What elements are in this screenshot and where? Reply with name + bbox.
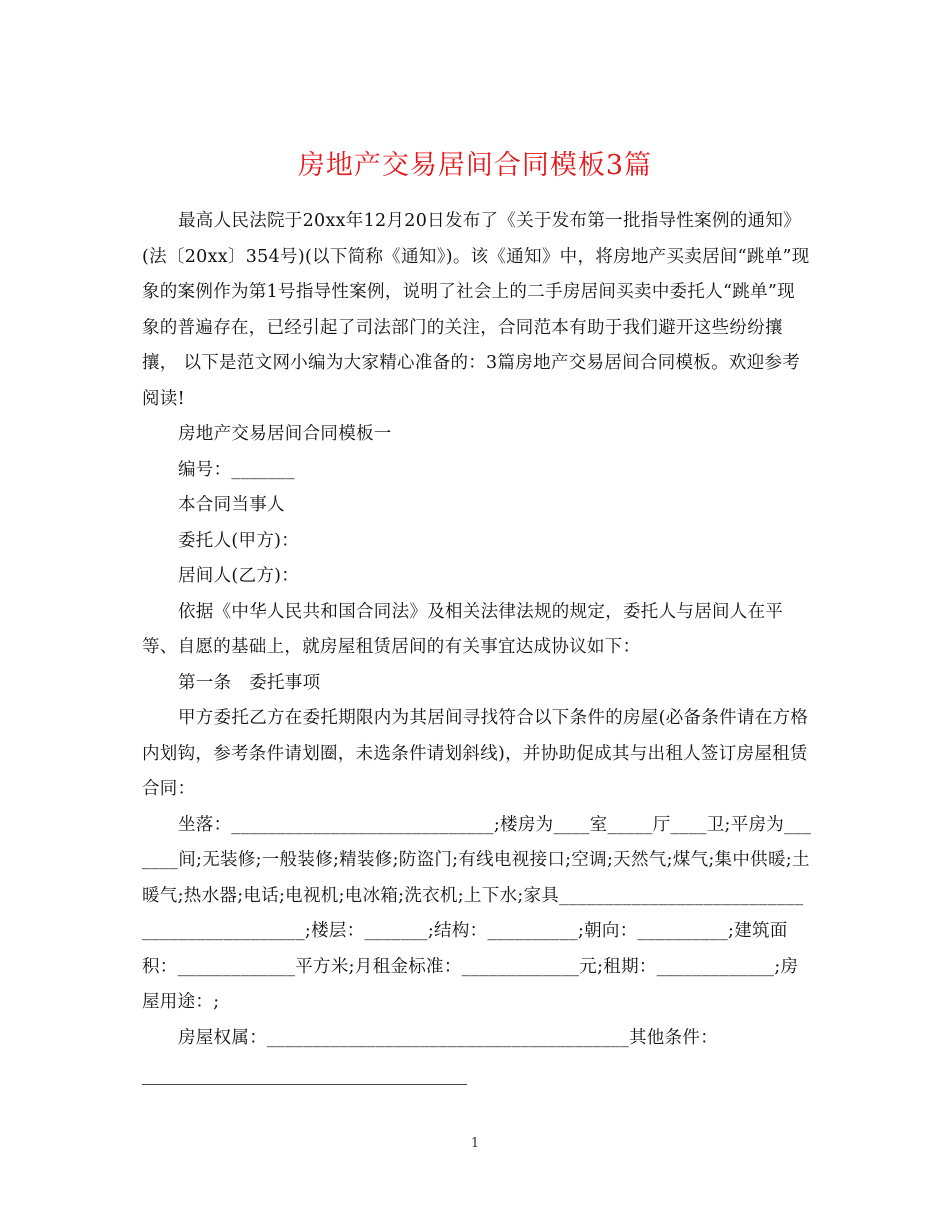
property-ownership-paragraph: 房屋权属：________________________________________其他条件： <box>178 1027 718 1048</box>
section-heading-template-one: 房地产交易居间合同模板一 <box>178 424 392 444</box>
intermediary-party-line: 居间人(乙方)： <box>178 566 300 586</box>
page-number: 1 <box>470 1136 480 1151</box>
property-conditions-paragraph: 坐落：_____________________________;楼房为____室_____厅____卫;平房为_______间;无装修;一般装修;精装修;防盗门;有线电视接口;空调;天然气;煤气;集中供暖;土暖气;热水器;电话;电视机;电冰箱;洗衣机;上下水;家具_____________________________________________;楼层：_______;结构：__________;朝向：__________;建筑面积：_____________平方米;月租金标准：_____________元;租期：_____________;房屋用途：; <box>142 814 812 1012</box>
legal-basis-paragraph: 依据《中华人民共和国合同法》及相关法律法规的规定，委托人与居间人在平等、自愿的基础上，就房屋租赁居间的有关事宜达成协议如下： <box>142 601 784 657</box>
intro-paragraph: 最高人民法院于20xx年12月20日发布了《关于发布第一批指导性案例的通知》(法〔20xx〕354号)(以下简称《通知》)。该《通知》中，将房地产买卖居间“跳单”现象的案例作为第1号指导性案例，说明了社会上的二手房居间买卖中委托人“跳单”现象的普遍存在，已经引起了司法部门的关注，合同范本有助于我们避开这些纷纷攘攘， 以下是范文网小编为大家精心准备的：3篇房地产交易居间合同模板。欢迎参考阅读! <box>142 211 810 409</box>
article-one-heading: 第一条 委托事项 <box>178 672 321 693</box>
principal-party-line: 委托人(甲方)： <box>178 530 300 551</box>
contract-number-line: 编号：_______ <box>178 459 295 480</box>
article-one-paragraph: 甲方委托乙方在委托期限内为其居间寻找符合以下条件的房屋(必备条件请在方格内划钩，参考条件请划圈，未选条件请划斜线)，并协助促成其与出租人签订房屋租赁合同： <box>142 708 809 799</box>
document-body <box>142 204 812 1085</box>
document-title: 房地产交易居间合同模板3篇 <box>297 150 653 182</box>
other-conditions-blank-line <box>142 1060 467 1085</box>
parties-heading: 本合同当事人 <box>178 495 285 515</box>
